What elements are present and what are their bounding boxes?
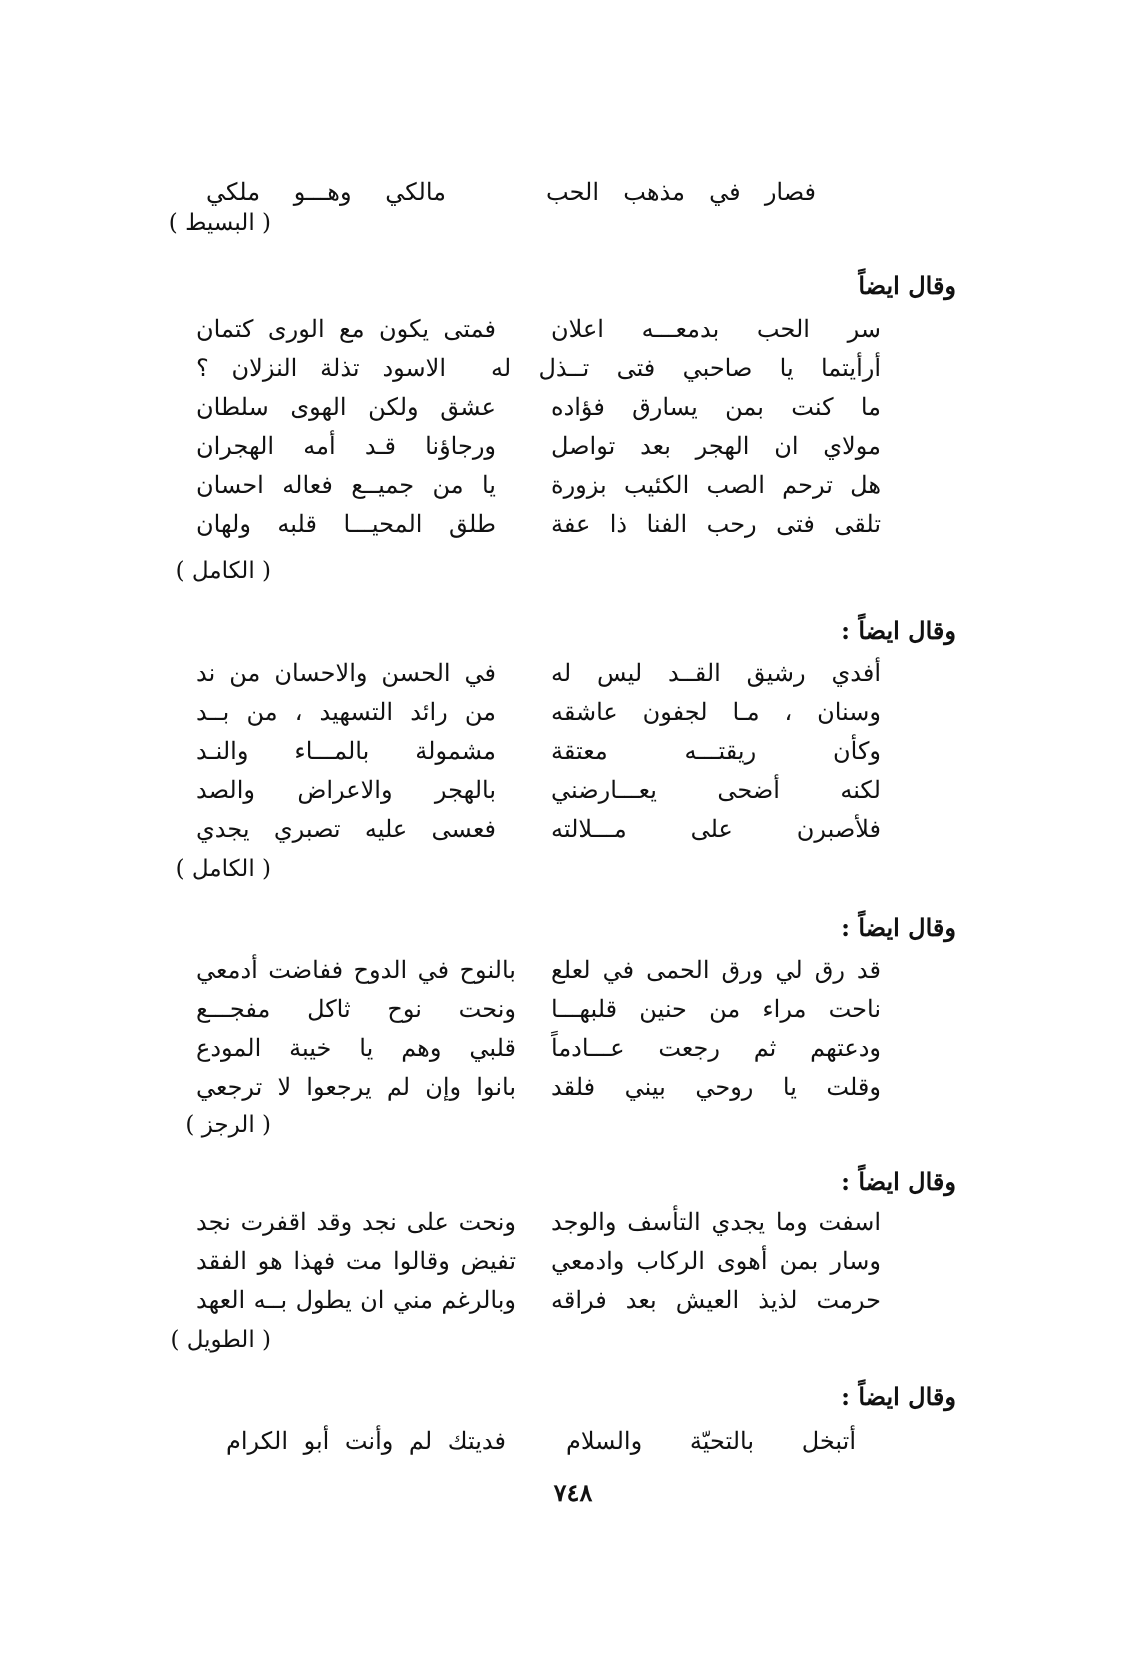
verse-line	[0, 1202, 1146, 1242]
verse-second-hemistich: بالنوح في الدوح ففاضت أدمعي	[196, 956, 516, 984]
verse-first-hemistich: وكأن ريقتـــه معتقة	[551, 737, 881, 765]
verse-second-hemistich: قلبي وهم يا خيبة المودع	[196, 1034, 516, 1062]
verse-second-hemistich: عشق ولكن الهوى سلطان	[196, 393, 496, 421]
verse-first-hemistich: فلأصبرن على مـــلالته	[551, 815, 881, 843]
section-intro: وقال ايضاً :	[841, 1167, 956, 1196]
verse-first-hemistich: حرمت لذيذ العيش بعد فراقه	[551, 1286, 881, 1314]
verse-line	[0, 653, 1146, 693]
verse-line	[0, 1421, 1146, 1461]
verse-second-hemistich: في الحسن والاحسان من ند	[196, 659, 496, 687]
verse-line	[0, 1280, 1146, 1320]
verse-second-hemistich: مالكي وهـــو ملكي	[206, 178, 446, 206]
verse-line	[0, 387, 1146, 427]
verse-line	[0, 950, 1146, 990]
verse-second-hemistich: بانوا وإن لم يرجعوا لا ترجعي	[196, 1073, 516, 1101]
verse-second-hemistich: ورجاؤنا قـد أمه الهجران	[196, 432, 496, 460]
verse-second-hemistich: ونحت على نجد وقد اقفرت نجد	[196, 1208, 516, 1236]
verse-first-hemistich: أفدي رشيق القــد ليس له	[551, 659, 881, 687]
verse-second-hemistich: بالهجر والاعراض والصد	[196, 776, 496, 804]
section-intro: وقال ايضاً :	[841, 1382, 956, 1411]
verse-first-hemistich: وسنان ، مـا لجفون عاشقه	[551, 698, 881, 726]
verse-first-hemistich: قد رق لي ورق الحمى في لعلع	[551, 956, 881, 984]
verse-first-hemistich: مولاي ان الهجر بعد تواصل	[551, 432, 881, 460]
page-number: ٧٤٨	[553, 1478, 593, 1507]
verse-first-hemistich: تلقى فتى رحب الفنا ذا عفة	[551, 510, 881, 538]
verse-second-hemistich: طلق المحيـــا قلبه ولهان	[196, 510, 496, 538]
verse-first-hemistich: اسفت وما يجدي التأسف والوجد	[551, 1208, 881, 1236]
verse-first-hemistich: ناحت مراء من حنين قلبهـــا	[551, 995, 881, 1023]
verse-first-hemistich: أرأيتما يا صاحبي فتى تــذل له	[491, 354, 881, 382]
verse-line	[0, 1241, 1146, 1281]
verse-line	[0, 504, 1146, 544]
verse-line	[0, 809, 1146, 849]
verse-second-hemistich: ونحت نوح ثاكل مفجـــع	[196, 995, 516, 1023]
verse-second-hemistich: مشمولة بالمـــاء والنـد	[196, 737, 496, 765]
verse-second-hemistich: من رائد التسهيد ، من بــد	[196, 698, 496, 726]
verse-line	[0, 426, 1146, 466]
verse-second-hemistich: يا من جميــع فعاله احسان	[196, 471, 496, 499]
verse-second-hemistich: الاسود تذلة النزلان ؟	[196, 354, 446, 382]
meter-label: ( الكامل )	[175, 856, 271, 882]
verse-second-hemistich: فعسى عليه تصبري يجدي	[196, 815, 496, 843]
verse-line	[0, 1028, 1146, 1068]
verse-second-hemistich: تفيض وقالوا مت فهذا هو الفقد	[196, 1247, 516, 1275]
meter-label: ( الرجز )	[185, 1112, 271, 1138]
verse-line	[0, 692, 1146, 732]
verse-line	[0, 309, 1146, 349]
verse-second-hemistich: فديتك لم وأنت أبو الكرام	[226, 1427, 506, 1455]
verse-line	[0, 465, 1146, 505]
verse-first-hemistich: ودعتهم ثم رجعت عـــادماً	[551, 1034, 881, 1062]
section-intro: وقال ايضاً :	[841, 616, 956, 645]
meter-label: ( البسيط )	[168, 210, 271, 236]
verse-first-hemistich: لكنه أضحى يعـــارضني	[551, 776, 881, 804]
verse-first-hemistich: فصار في مذهب الحب	[546, 178, 816, 206]
verse-line	[0, 348, 1146, 388]
verse-line	[0, 989, 1146, 1029]
verse-line	[0, 770, 1146, 810]
verse-first-hemistich: سر الحب بدمعـــه اعلان	[551, 315, 881, 343]
meter-label: ( الكامل )	[175, 558, 271, 584]
verse-first-hemistich: وقلت يا روحي بيني فلقد	[551, 1073, 881, 1101]
verse-first-hemistich: هل ترحم الصب الكئيب بزورة	[551, 471, 881, 499]
verse-line	[0, 1067, 1146, 1107]
verse-second-hemistich: وبالرغم مني ان يطول بــه العهد	[196, 1286, 516, 1314]
verse-first-hemistich: ما كنت بمن يسارق فؤاده	[551, 393, 881, 421]
verse-first-hemistich: وسار بمن أهوى الركاب وادمعي	[551, 1247, 881, 1275]
section-intro: وقال ايضاً	[858, 271, 956, 300]
verse-second-hemistich: فمتى يكون مع الورى كتمان	[196, 315, 496, 343]
verse-first-hemistich: أتبخل بالتحيّة والسلام	[566, 1427, 856, 1455]
verse-line	[0, 731, 1146, 771]
section-intro: وقال ايضاً :	[841, 913, 956, 942]
meter-label: ( الطويل )	[170, 1327, 271, 1353]
